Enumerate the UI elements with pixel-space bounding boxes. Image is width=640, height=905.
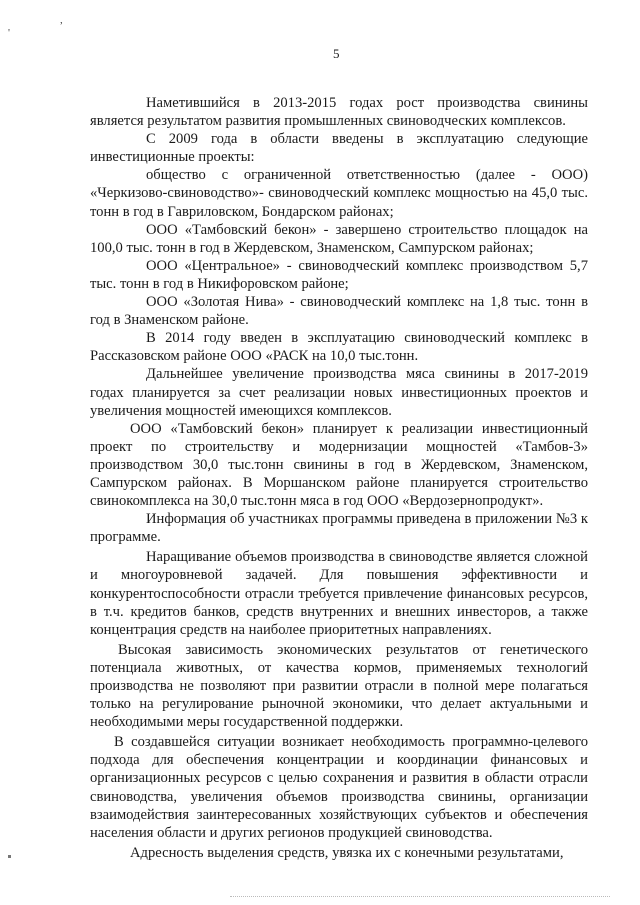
paragraph: ООО «Тамбовский бекон» планирует к реализации инвестиционный проект по строительству и модернизации мощностей «Тамбов-3» производством 30,0 тыс.тонн свинины в год в Жердевском, Знаменском, Сампурском районах. В Моршанском районе планируется строительство свинокомплекса на 30,0 тыс.тонн мяса в год ООО «Вердозернопродукт». xyxy=(90,420,588,510)
paragraph: Наращивание объемов производства в свиноводстве является сложной и многоуровневой задачей. Для повышения эффективности и конкурентоспособности отрасли требуется привлечение финансовых ресурсов, в т.ч. кредитов банков, средств внутренних и внешних инвесторов, а также концентрация средств на наиболее приоритетных направлениях. xyxy=(90,549,588,638)
paragraph: ООО «Золотая Нива» - свиноводческий комплекс на 1,8 тыс. тонн в год в Знаменском районе. xyxy=(90,294,588,329)
scan-mark: ' xyxy=(8,27,10,39)
paragraph: Дальнейшее увеличение производства мяса свинины в 2017-2019 годах планируется за счет реализации новых инвестиционных проектов и увеличения мощностей имеющихся комплексов. xyxy=(90,366,588,419)
scan-edge xyxy=(230,896,610,901)
paragraph: ООО «Центральное» - свиноводческий комплекс производством 5,7 тыс. тонн в год в Никифоровском районе; xyxy=(90,257,588,292)
scan-mark: , xyxy=(60,14,63,26)
paragraph: С 2009 года в области введены в эксплуатацию следующие инвестиционные проекты: xyxy=(90,131,588,166)
paragraph: Адресность выделения средств, увязка их с конечными результатами, xyxy=(130,844,564,861)
paragraph: общество с ограниченной ответственностью (далее - ООО) «Черкизово-свиноводство»- свиноводческий комплекс мощностью на 45,0 тыс. тонн в год в Гавриловском, Бондарском районах; xyxy=(90,167,588,220)
paragraph: В создавшейся ситуации возникает необходимость программно-целевого подхода для обеспечения концентрации и координации финансовых и организационных ресурсов с целью сохранения и развития в области отрасли свиноводства, увеличения объемов производства свинины, организации взаимодействия заинтересованных хозяйствующих субъектов и обеспечения населения области и других регионов продукцией свиноводства. xyxy=(90,734,588,841)
body-text xyxy=(90,94,588,862)
paragraph: В 2014 году введен в эксплуатацию свиноводческий комплекс в Рассказовском районе ООО «РАСК на 10,0 тыс.тонн. xyxy=(90,330,588,365)
paragraph: Высокая зависимость экономических результатов от генетического потенциала животных, от качества кормов, применяемых технологий производства не позволяют при развитии отрасли в полной мере полагаться только на регулирование рыночной экономики, что делает актуальными и необходимыми меры государственной поддержки. xyxy=(90,641,588,731)
paragraph: ООО «Тамбовский бекон» - завершено строительство площадок на 100,0 тыс. тонн в год в Жердевском, Знаменском, Сампурском районах; xyxy=(90,221,588,256)
scan-mark xyxy=(8,855,11,858)
paragraph: Информация об участниках программы приведена в приложении №3 к программе. xyxy=(90,511,588,546)
paragraph: Наметившийся в 2013-2015 годах рост производства свинины является результатом развития промышленных свиноводческих комплексов. xyxy=(90,95,588,130)
page-number: 5 xyxy=(333,46,340,61)
